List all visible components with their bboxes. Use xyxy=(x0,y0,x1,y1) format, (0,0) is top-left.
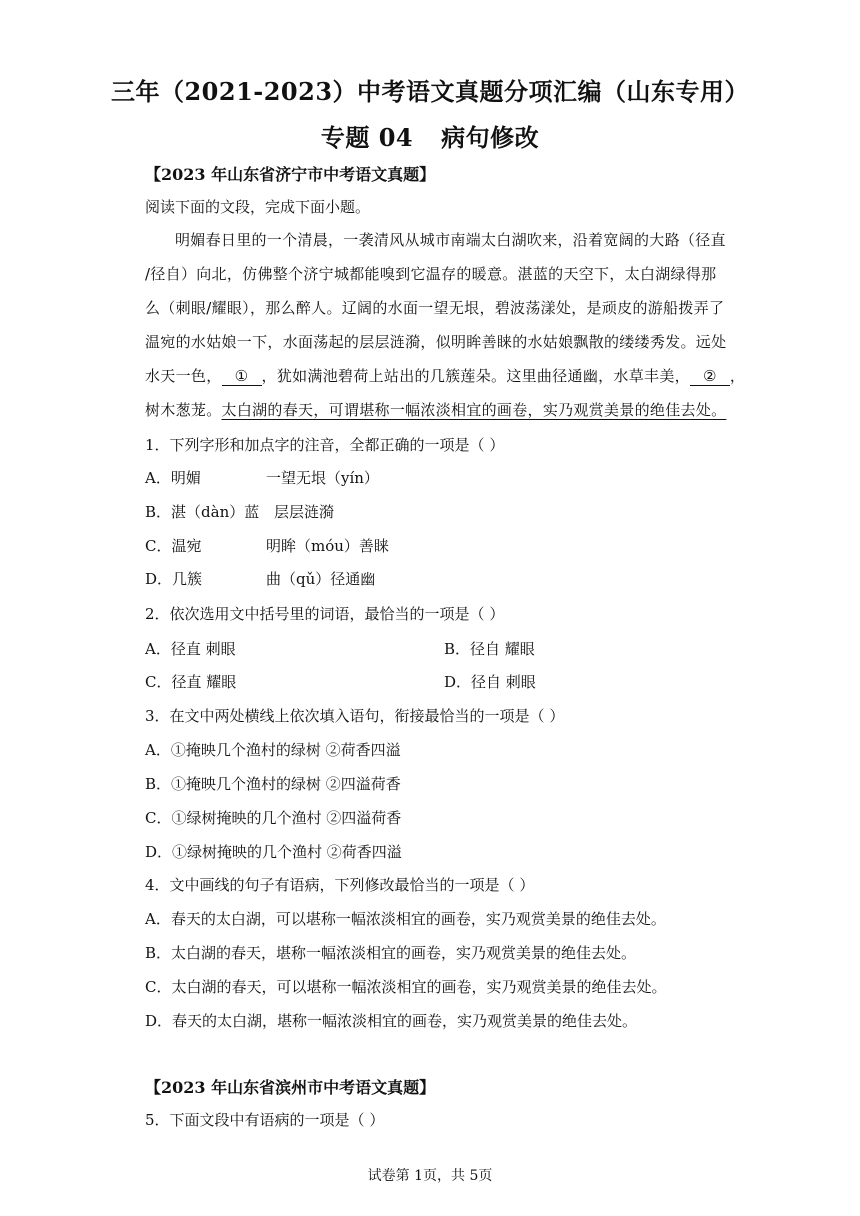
passage-line-5 xyxy=(145,365,746,386)
section-header-binzhou: 【2023 年山东省滨州市中考语文真题】 xyxy=(145,1078,436,1097)
q3-option-c: C．①绿树掩映的几个渔村 ②四溢荷香 xyxy=(145,809,402,827)
passage-text: ，犹如满池碧荷上站出的几簇莲朵。这里曲径通幽，水草丰美， xyxy=(261,367,690,385)
q4-option-d: D．春天的太白湖，堪称一幅浓淡相宜的画卷，实乃观赏美景的绝佳去处。 xyxy=(145,1012,638,1030)
q4-option-a: A．春天的太白湖，可以堪称一幅浓淡相宜的画卷，实乃观赏美景的绝佳去处。 xyxy=(145,910,666,928)
question-4-stem: 4．文中画线的句子有语病，下列修改最恰当的一项是（ ） xyxy=(145,876,535,894)
question-3-stem: 3．在文中两处横线上依次填入语句，衔接最恰当的一项是（ ） xyxy=(145,707,565,725)
q2-option-b: B．径自 耀眼 xyxy=(444,640,535,658)
page-footer: 试卷第 1页，共 5页 xyxy=(367,1168,493,1184)
q3-option-a: A．①掩映几个渔村的绿树 ②荷香四溢 xyxy=(145,741,401,759)
passage-text: 树木葱茏。 xyxy=(145,401,222,419)
q1-option-b-word1: B．湛（dàn）蓝 xyxy=(145,503,260,521)
passage-line-1: 明媚春日里的一个清晨，一袭清风从城市南端太白湖吹来，沿着宽阔的大路（径直 xyxy=(175,231,726,249)
subtitle-topic: 病句修改 xyxy=(441,123,540,152)
q3-option-b: B．①掩映几个渔村的绿树 ②四溢荷香 xyxy=(145,775,401,793)
blank-1: ① xyxy=(222,367,262,386)
passage-line-6 xyxy=(145,399,727,420)
blank-2: ② xyxy=(690,367,730,386)
q1-option-a-word1: A．明媚 xyxy=(145,469,201,487)
q1-option-c-word2: 明眸（móu）善睐 xyxy=(266,537,389,555)
subtitle-number: 专题 04 xyxy=(320,123,414,152)
q1-option-d-word1: D．几簇 xyxy=(145,570,203,588)
passage-line-2: /径自）向北，仿佛整个济宁城都能嗅到它温存的暖意。湛蓝的天空下，太白湖绿得那 xyxy=(145,265,717,283)
q1-option-d-word2: 曲（qǔ）径通幽 xyxy=(266,570,376,588)
q4-option-b: B．太白湖的春天，堪称一幅浓淡相宜的画卷，实乃观赏美景的绝佳去处。 xyxy=(145,944,637,962)
passage-text: ， xyxy=(729,367,746,385)
passage-text: 水天一色， xyxy=(145,367,222,385)
q3-option-d: D．①绿树掩映的几个渔村 ②荷香四溢 xyxy=(145,843,402,861)
reading-instruction: 阅读下面的文段，完成下面小题。 xyxy=(145,198,371,216)
question-2-stem: 2．依次选用文中括号里的词语，最恰当的一项是（ ） xyxy=(145,605,505,623)
q1-option-b-word2: 层层涟漪 xyxy=(274,503,335,521)
q2-option-a: A．径直 刺眼 xyxy=(145,640,236,658)
passage-line-3: 么（刺眼/耀眼），那么醉人。辽阔的水面一望无垠，碧波荡漾处，是顽皮的游船拨弄了 xyxy=(145,299,725,317)
section-header-jining: 【2023 年山东省济宁市中考语文真题】 xyxy=(145,165,436,184)
document-title: 三年（2021-2023）中考语文真题分项汇编（山东专用） xyxy=(110,77,750,106)
q2-option-d: D．径自 刺眼 xyxy=(444,673,536,691)
underlined-faulty-sentence: 太白湖的春天，可谓堪称一幅浓淡相宜的画卷，实乃观赏美景的绝佳去处。 xyxy=(221,401,727,419)
q1-option-a-word2: 一望无垠（yín） xyxy=(266,469,379,487)
question-5-stem: 5．下面文段中有语病的一项是（ ） xyxy=(145,1111,385,1129)
document-subtitle xyxy=(0,118,860,153)
q4-option-c: C．太白湖的春天，可以堪称一幅浓淡相宜的画卷，实乃观赏美景的绝佳去处。 xyxy=(145,978,667,996)
passage-line-4: 温宛的水姑娘一下，水面荡起的层层涟漪，似明眸善睐的水姑娘飘散的缕缕秀发。远处 xyxy=(145,333,727,351)
q2-option-c: C．径直 耀眼 xyxy=(145,673,237,691)
q1-option-c-word1: C．温宛 xyxy=(145,537,202,555)
question-1-stem: 1．下列字形和加点字的注音，全都正确的一项是（ ） xyxy=(145,436,505,454)
